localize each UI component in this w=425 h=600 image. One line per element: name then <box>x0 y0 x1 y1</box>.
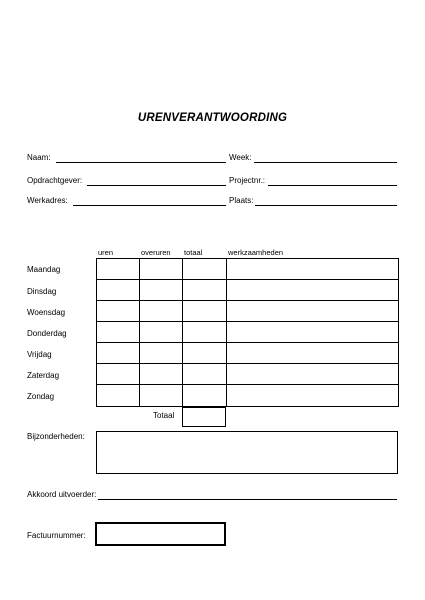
hours-table <box>96 258 398 408</box>
cell-maandag-overuren[interactable] <box>139 258 183 280</box>
cell-woensdag-uren[interactable] <box>96 300 140 322</box>
cell-vrijdag-werkzaamheden[interactable] <box>226 342 399 364</box>
week-label: Week: <box>229 153 252 162</box>
col-header-totaal: totaal <box>184 248 203 257</box>
plaats-label: Plaats: <box>229 196 254 205</box>
cell-dinsdag-totaal[interactable] <box>182 279 227 301</box>
cell-zondag-totaal[interactable] <box>182 384 227 407</box>
cell-vrijdag-overuren[interactable] <box>139 342 183 364</box>
cell-donderdag-overuren[interactable] <box>139 321 183 343</box>
projectnr-field[interactable] <box>268 185 397 186</box>
cell-zondag-uren[interactable] <box>96 384 140 407</box>
opdrachtgever-field[interactable] <box>87 185 226 186</box>
cell-zaterdag-overuren[interactable] <box>139 363 183 385</box>
factuurnummer-box[interactable] <box>95 522 226 546</box>
day-label-zaterdag: Zaterdag <box>27 371 60 380</box>
projectnr-label: Projectnr.: <box>229 176 266 185</box>
day-label-zondag: Zondag <box>27 392 55 401</box>
akkoord-field[interactable] <box>98 499 397 500</box>
page-title: URENVERANTWOORDING <box>137 112 288 124</box>
cell-dinsdag-werkzaamheden[interactable] <box>226 279 399 301</box>
cell-zondag-overuren[interactable] <box>139 384 183 407</box>
naam-label: Naam: <box>27 153 51 162</box>
cell-maandag-uren[interactable] <box>96 258 140 280</box>
day-label-dinsdag: Dinsdag <box>27 287 57 296</box>
col-header-werkzaamheden: werkzaamheden <box>228 248 284 257</box>
col-header-overuren: overuren <box>141 248 171 257</box>
cell-woensdag-totaal[interactable] <box>182 300 227 322</box>
plaats-field[interactable] <box>255 205 397 206</box>
werkadres-field[interactable] <box>73 205 226 206</box>
cell-woensdag-werkzaamheden[interactable] <box>226 300 399 322</box>
cell-donderdag-werkzaamheden[interactable] <box>226 321 399 343</box>
cell-donderdag-uren[interactable] <box>96 321 140 343</box>
cell-zaterdag-totaal[interactable] <box>182 363 227 385</box>
week-field[interactable] <box>254 162 397 163</box>
cell-dinsdag-uren[interactable] <box>96 279 140 301</box>
cell-woensdag-overuren[interactable] <box>139 300 183 322</box>
cell-maandag-totaal[interactable] <box>182 258 227 280</box>
totaal-label: Totaal <box>153 411 175 420</box>
akkoord-label: Akkoord uitvoerder: <box>27 490 97 499</box>
col-header-uren: uren <box>98 248 114 257</box>
cell-dinsdag-overuren[interactable] <box>139 279 183 301</box>
opdrachtgever-label: Opdrachtgever: <box>27 176 83 185</box>
factuurnummer-label: Factuurnummer: <box>27 531 86 540</box>
totaal-cell[interactable] <box>182 407 226 427</box>
naam-field[interactable] <box>56 162 226 163</box>
cell-zaterdag-uren[interactable] <box>96 363 140 385</box>
cell-zaterdag-werkzaamheden[interactable] <box>226 363 399 385</box>
cell-vrijdag-totaal[interactable] <box>182 342 227 364</box>
day-label-vrijdag: Vrijdag <box>27 350 52 359</box>
bijzonderheden-box[interactable] <box>96 431 398 474</box>
cell-donderdag-totaal[interactable] <box>182 321 227 343</box>
cell-maandag-werkzaamheden[interactable] <box>226 258 399 280</box>
bijzonderheden-label: Bijzonderheden: <box>27 432 85 441</box>
day-label-donderdag: Donderdag <box>27 329 67 338</box>
day-label-woensdag: Woensdag <box>27 308 66 317</box>
cell-vrijdag-uren[interactable] <box>96 342 140 364</box>
cell-zondag-werkzaamheden[interactable] <box>226 384 399 407</box>
werkadres-label: Werkadres: <box>27 196 68 205</box>
day-label-maandag: Maandag <box>27 265 61 274</box>
